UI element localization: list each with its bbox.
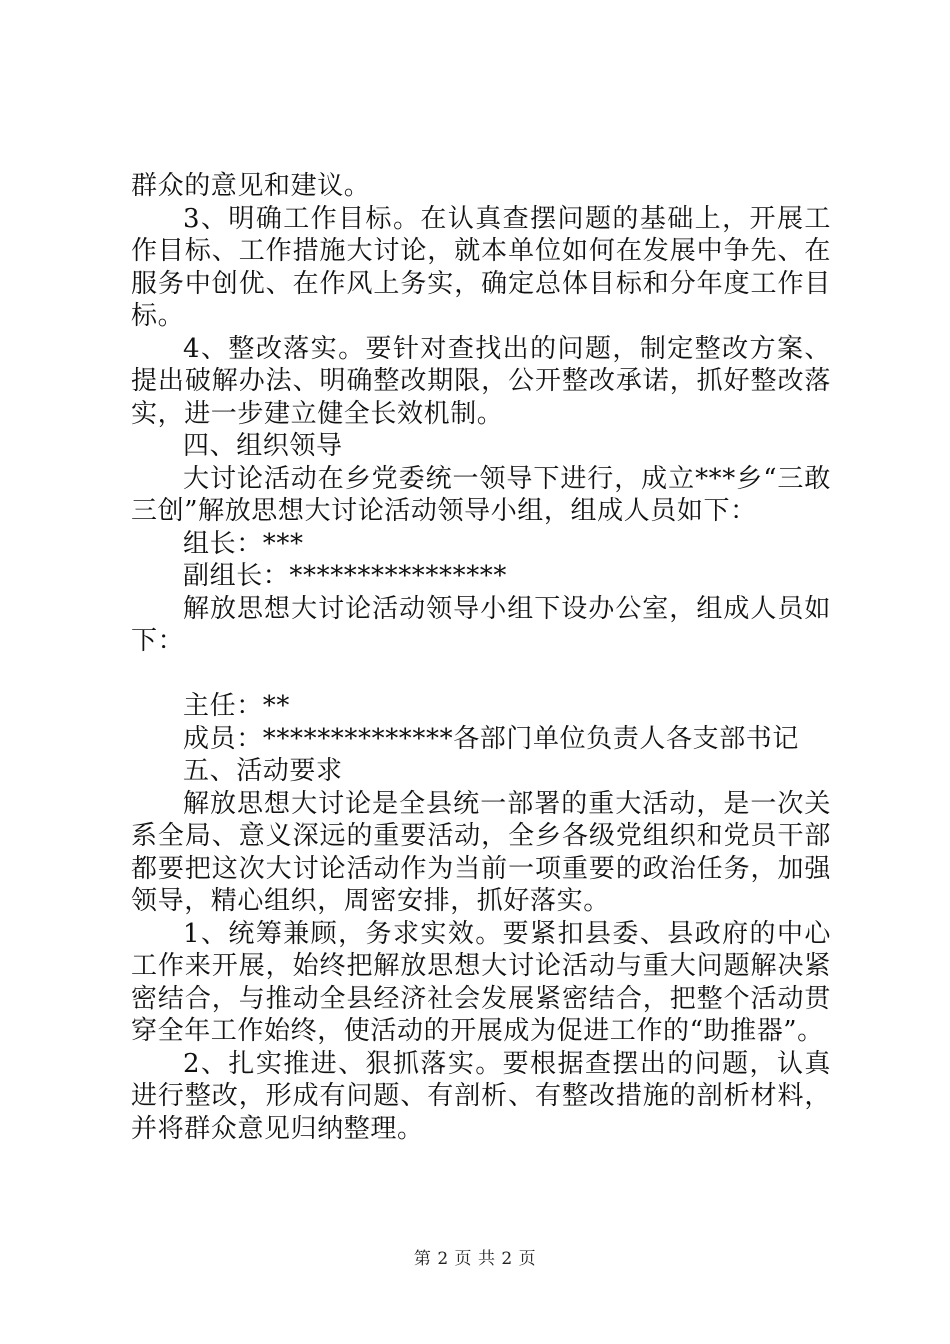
paragraph-continuation: 群众的意见和建议。	[131, 171, 371, 201]
document-body	[131, 170, 831, 1145]
section-heading-5: 五、活动要求	[183, 756, 343, 786]
paragraph-item-3: 3、明确工作目标。在认真查摆问题的基础上，开展工作目标、工作措施大讨论，就本单位如何在发展中争先、在服务中创优、在作风上务实，确定总体目标和分年度工作目标。	[131, 203, 831, 331]
blank-line	[131, 658, 831, 691]
page-footer: 第 2 页 共 2 页	[413, 1249, 537, 1269]
paragraph-requirement-2: 2、扎实推进、狠抓落实。要根据查摆出的问题，认真进行整改，形成有问题、有剖析、有整改措施的剖析材料，并将群众意见归纳整理。	[131, 1048, 831, 1144]
paragraph-leadership: 大讨论活动在乡党委统一领导下进行，成立***乡“三敢三创”解放思想大讨论活动领导小组，组成人员如下：	[131, 463, 831, 526]
paragraph-director: 主任：**	[183, 691, 291, 721]
paragraph-item-4: 4、整改落实。要针对查找出的问题，制定整改方案、提出破解办法、明确整改期限，公开整改承诺，抓好整改落实，进一步建立健全长效机制。	[131, 333, 831, 429]
section-heading-4: 四、组织领导	[183, 431, 343, 461]
paragraph-requirements: 解放思想大讨论是全县统一部署的重大活动，是一次关系全局、意义深远的重要活动，全乡各级党组织和党员干部都要把这次大讨论活动作为当前一项重要的政治任务，加强领导，精心组织，周密安排，抓好落实。	[131, 788, 831, 916]
paragraph-requirement-1: 1、统筹兼顾，务求实效。要紧扣县委、县政府的中心工作来开展，始终把解放思想大讨论活动与重大问题解决紧密结合，与推动全县经济社会发展紧密结合，把整个活动贯穿全年工作始终，使活动的开展成为促进工作的“助推器”。	[131, 918, 831, 1046]
paragraph-leader: 组长：***	[183, 528, 304, 559]
paragraph-deputy-leader: 副组长：****************	[183, 561, 507, 591]
paragraph-office: 解放思想大讨论活动领导小组下设办公室，组成人员如下：	[131, 593, 831, 656]
paragraph-members: 成员：**************各部门单位负责人各支部书记	[183, 723, 800, 754]
